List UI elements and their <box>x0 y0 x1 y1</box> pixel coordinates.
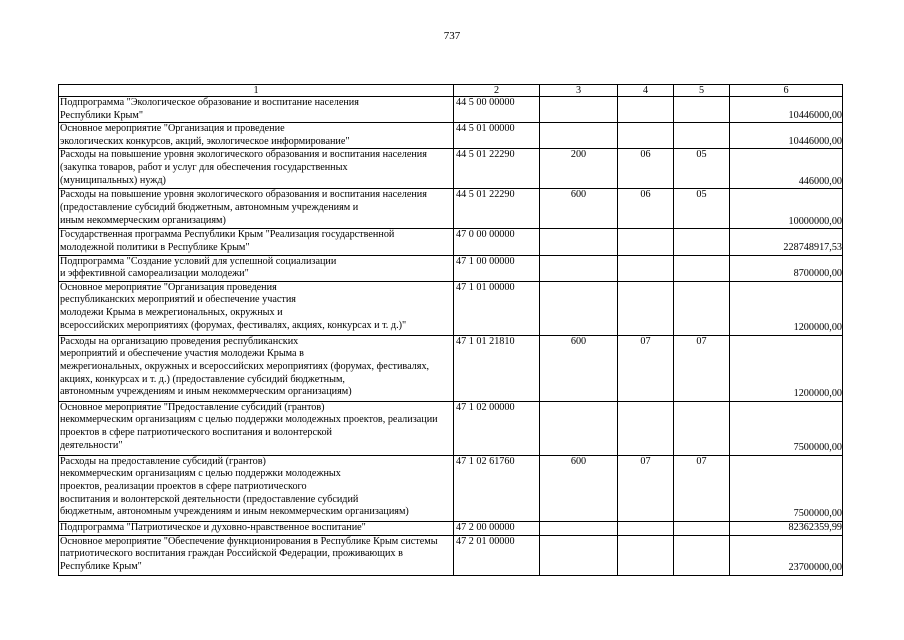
subsection-cell: 05 <box>674 149 730 189</box>
subsection-cell: 05 <box>674 189 730 229</box>
table-row <box>59 335 843 401</box>
amount-cell: 228748917,53 <box>730 229 843 255</box>
target-article-cell: 47 1 02 61760 <box>454 455 540 521</box>
row-name-cell: Основное мероприятие "Организация и проведение экологических конкурсов, акций, экологическое информирование" <box>59 123 454 149</box>
expense-type-cell <box>540 97 618 123</box>
table-row <box>59 229 843 255</box>
target-article-cell: 44 5 01 22290 <box>454 149 540 189</box>
header-cell: 6 <box>730 85 843 97</box>
subsection-cell <box>674 97 730 123</box>
target-article-cell: 47 1 02 00000 <box>454 401 540 455</box>
section-cell <box>618 97 674 123</box>
subsection-cell <box>674 401 730 455</box>
target-article-cell: 44 5 01 00000 <box>454 123 540 149</box>
row-name-cell: Расходы на повышение уровня экологического образования и воспитания населения (закупка товаров, работ и услуг для обеспечения государственных (муниципальных) нужд) <box>59 149 454 189</box>
header-cell: 5 <box>674 85 730 97</box>
table-row <box>59 123 843 149</box>
table-row <box>59 521 843 535</box>
target-article-cell: 47 2 00 00000 <box>454 521 540 535</box>
budget-table <box>58 84 843 576</box>
target-article-cell: 44 5 00 00000 <box>454 97 540 123</box>
expense-type-cell <box>540 229 618 255</box>
subsection-cell <box>674 281 730 335</box>
row-name-cell: Расходы на предоставление субсидий (грантов) некоммерческим организациям с целью поддержки молодежных проектов, реализации проектов в сфере патриотического воспитания и волонтерской деятельности (предоставление субсидий бюджетным, автономным учреждениям и иным некоммерческим организациям) <box>59 455 454 521</box>
target-article-cell: 44 5 01 22290 <box>454 189 540 229</box>
header-cell: 3 <box>540 85 618 97</box>
amount-cell: 7500000,00 <box>730 401 843 455</box>
table-row <box>59 535 843 575</box>
section-cell <box>618 401 674 455</box>
row-name-cell: Подпрограмма "Экологическое образование и воспитание населения Республики Крым" <box>59 97 454 123</box>
section-cell <box>618 255 674 281</box>
amount-cell: 8700000,00 <box>730 255 843 281</box>
amount-cell: 1200000,00 <box>730 281 843 335</box>
header-cell: 1 <box>59 85 454 97</box>
subsection-cell: 07 <box>674 335 730 401</box>
amount-cell: 23700000,00 <box>730 535 843 575</box>
expense-type-cell <box>540 521 618 535</box>
row-name-cell: Государственная программа Республики Крым "Реализация государственной молодежной политики в Республике Крым" <box>59 229 454 255</box>
table-row <box>59 281 843 335</box>
target-article-cell: 47 0 00 00000 <box>454 229 540 255</box>
section-cell <box>618 229 674 255</box>
amount-cell: 446000,00 <box>730 149 843 189</box>
section-cell: 07 <box>618 335 674 401</box>
table-row <box>59 401 843 455</box>
row-name-cell: Расходы на организацию проведения республиканских мероприятий и обеспечение участия молодежи Крыма в межрегиональных, окружных и всероссийских мероприятиях (форумах, фестивалях, акциях, конкурсах и т. д.) (предоставление субсидий бюджетным, автономным учреждениям и иным некоммерческим организациям) <box>59 335 454 401</box>
row-name-cell: Подпрограмма "Патриотическое и духовно-нравственное воспитание" <box>59 521 454 535</box>
table-row <box>59 189 843 229</box>
expense-type-cell <box>540 281 618 335</box>
page-number: 737 <box>443 30 461 42</box>
expense-type-cell <box>540 123 618 149</box>
amount-cell: 1200000,00 <box>730 335 843 401</box>
target-article-cell: 47 1 00 00000 <box>454 255 540 281</box>
header-cell: 2 <box>454 85 540 97</box>
section-cell: 06 <box>618 149 674 189</box>
amount-cell: 10446000,00 <box>730 97 843 123</box>
table-row <box>59 97 843 123</box>
expense-type-cell: 600 <box>540 189 618 229</box>
section-cell <box>618 281 674 335</box>
table-header-row <box>59 85 843 97</box>
row-name-cell: Основное мероприятие "Предоставление субсидий (грантов) некоммерческим организациям с целью поддержки молодежных проектов, реализации проектов в сфере патриотического воспитания и волонтерской деятельности" <box>59 401 454 455</box>
subsection-cell <box>674 229 730 255</box>
amount-cell: 82362359,99 <box>730 521 843 535</box>
target-article-cell: 47 1 01 21810 <box>454 335 540 401</box>
section-cell <box>618 521 674 535</box>
row-name-cell: Подпрограмма "Создание условий для успешной социализации и эффективной самореализации молодежи" <box>59 255 454 281</box>
amount-cell: 7500000,00 <box>730 455 843 521</box>
table-row <box>59 455 843 521</box>
table-row <box>59 255 843 281</box>
amount-cell: 10446000,00 <box>730 123 843 149</box>
expense-type-cell <box>540 535 618 575</box>
section-cell <box>618 123 674 149</box>
expense-type-cell <box>540 401 618 455</box>
subsection-cell <box>674 123 730 149</box>
expense-type-cell <box>540 255 618 281</box>
header-cell: 4 <box>618 85 674 97</box>
subsection-cell: 07 <box>674 455 730 521</box>
section-cell: 06 <box>618 189 674 229</box>
expense-type-cell: 600 <box>540 335 618 401</box>
amount-cell: 10000000,00 <box>730 189 843 229</box>
row-name-cell: Расходы на повышение уровня экологического образования и воспитания населения (предоставление субсидий бюджетным, автономным учреждениям и иным некоммерческим организациям) <box>59 189 454 229</box>
subsection-cell <box>674 521 730 535</box>
section-cell <box>618 535 674 575</box>
target-article-cell: 47 2 01 00000 <box>454 535 540 575</box>
row-name-cell: Основное мероприятие "Организация проведения республиканских мероприятий и обеспечение участия молодежи Крыма в межрегиональных, окружных и всероссийских мероприятиях (форумах, фестивалях, акциях, конкурсах и т. д.)" <box>59 281 454 335</box>
row-name-cell: Основное мероприятие "Обеспечение функционирования в Республике Крым системы патриотического воспитания граждан Российской Федерации, проживающих в Республике Крым" <box>59 535 454 575</box>
target-article-cell: 47 1 01 00000 <box>454 281 540 335</box>
table-row <box>59 149 843 189</box>
expense-type-cell: 600 <box>540 455 618 521</box>
expense-type-cell: 200 <box>540 149 618 189</box>
subsection-cell <box>674 535 730 575</box>
subsection-cell <box>674 255 730 281</box>
section-cell: 07 <box>618 455 674 521</box>
